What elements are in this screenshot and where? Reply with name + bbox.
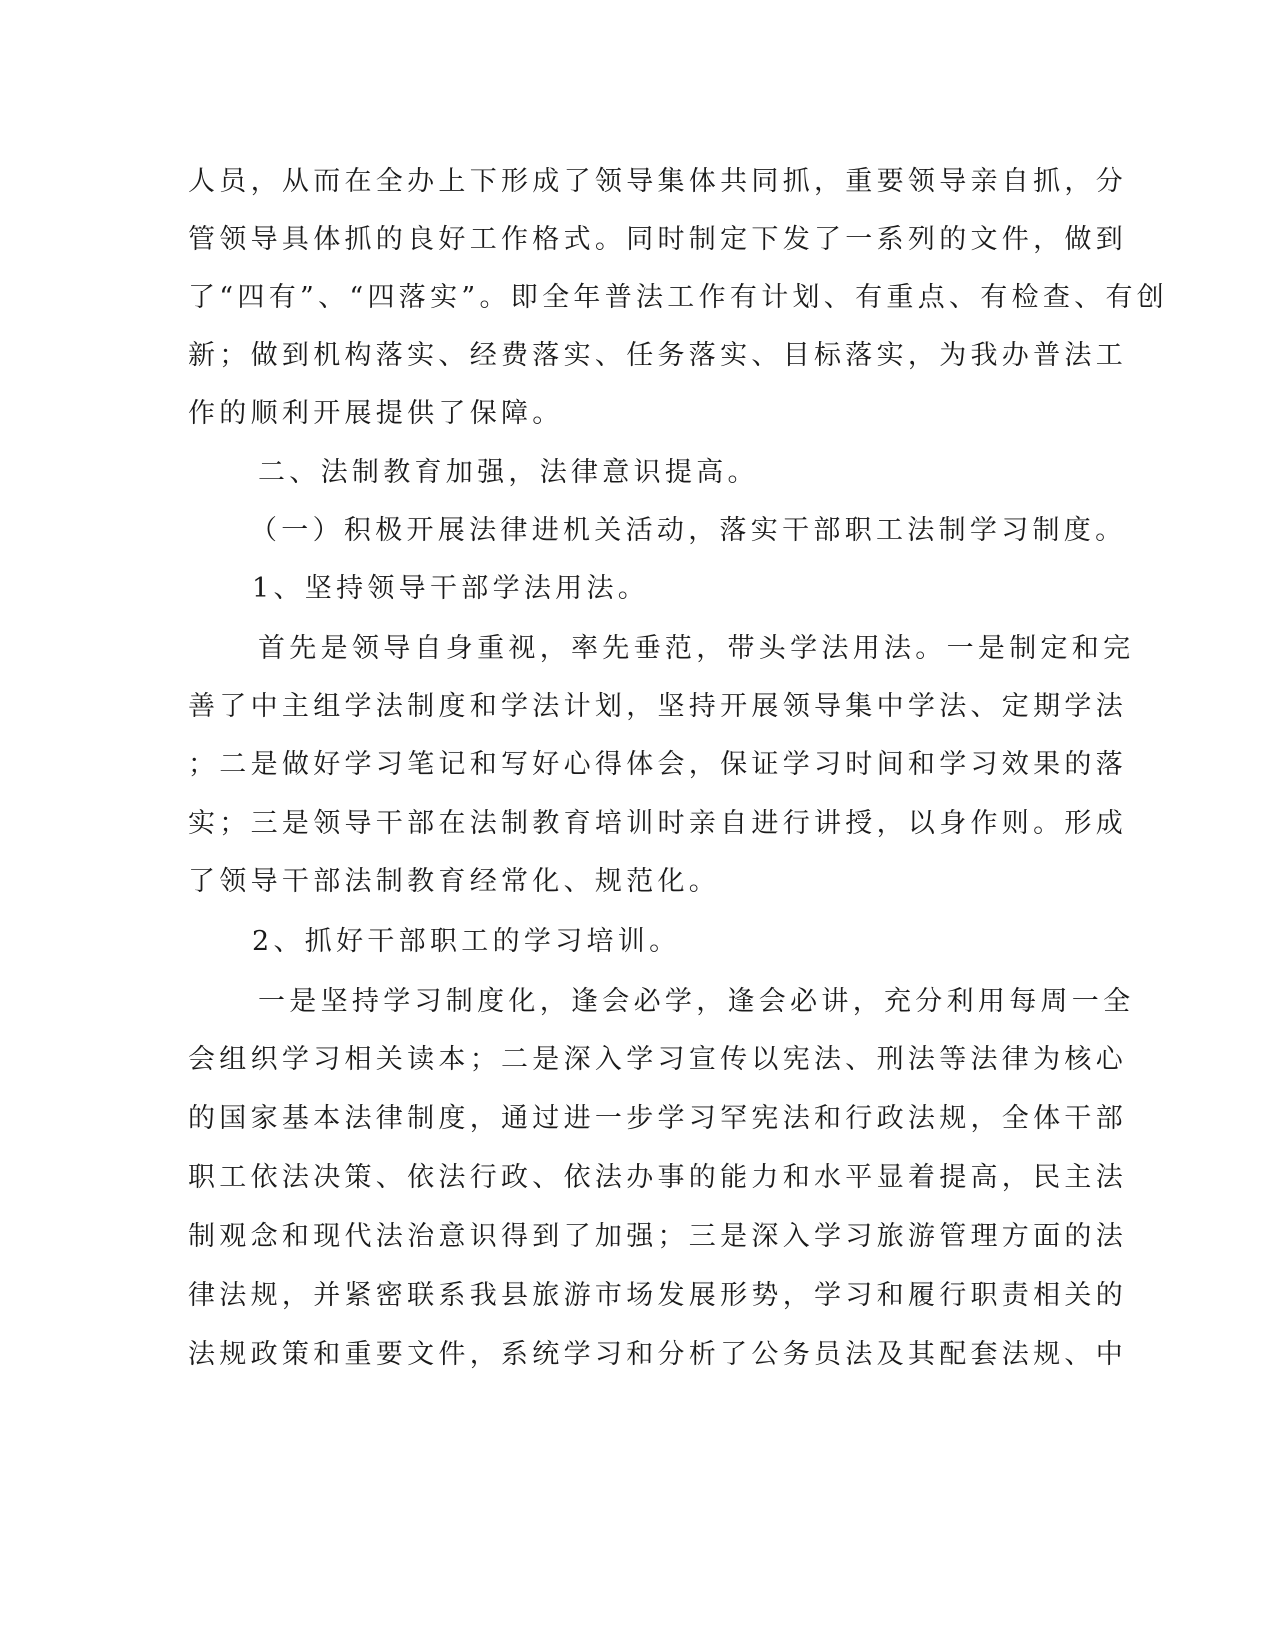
text-line: 善了中主组学法制度和学法计划，坚持开展领导集中学法、定期学法 bbox=[188, 691, 1127, 722]
text-line: 首先是领导自身重视，率先垂范，带头学法用法。一是制定和完 bbox=[258, 633, 1135, 664]
text-line: 会组织学习相关读本；二是深入学习宣传以宪法、刑法等法律为核心 bbox=[188, 1044, 1127, 1075]
text-line: 实；三是领导干部在法制教育培训时亲自进行讲授，以身作则。形成 bbox=[188, 808, 1127, 839]
text-line: 管领导具体抓的良好工作格式。同时制定下发了一系列的文件，做到 bbox=[188, 224, 1127, 255]
section-heading: 二、法制教育加强，法律意识提高。 bbox=[258, 457, 759, 488]
item-heading: 1、坚持领导干部学法用法。 bbox=[252, 573, 650, 604]
text-line: 制观念和现代法治意识得到了加强；三是深入学习旅游管理方面的法 bbox=[188, 1221, 1127, 1252]
text-line: 一是坚持学习制度化，逢会必学，逢会必讲，充分利用每周一全 bbox=[258, 986, 1135, 1017]
text-line: 作的顺利开展提供了保障。 bbox=[188, 398, 564, 429]
text-line: 律法规，并紧密联系我县旅游市场发展形势，学习和履行职责相关的 bbox=[188, 1280, 1127, 1311]
text-line: 了“四有”、“四落实”。即全年普法工作有计划、有重点、有检查、有创 bbox=[188, 282, 1169, 313]
subsection-heading: （一）积极开展法律进机关活动，落实干部职工法制学习制度。 bbox=[250, 515, 1127, 546]
text-line: 的国家基本法律制度，通过进一步学习罕宪法和行政法规，全体干部 bbox=[188, 1103, 1127, 1134]
text-line: 法规政策和重要文件，系统学习和分析了公务员法及其配套法规、中 bbox=[188, 1339, 1127, 1370]
text-line: 职工依法决策、依法行政、依法办事的能力和水平显着提高，民主法 bbox=[188, 1162, 1127, 1193]
item-heading: 2、抓好干部职工的学习培训。 bbox=[252, 926, 681, 957]
text-line: 人员，从而在全办上下形成了领导集体共同抓，重要领导亲自抓，分 bbox=[188, 166, 1127, 197]
text-line: 新；做到机构落实、经费落实、任务落实、目标落实，为我办普法工 bbox=[188, 340, 1127, 371]
text-line: ；二是做好学习笔记和写好心得体会，保证学习时间和学习效果的落 bbox=[188, 749, 1127, 780]
text-line: 了领导干部法制教育经常化、规范化。 bbox=[188, 866, 721, 897]
